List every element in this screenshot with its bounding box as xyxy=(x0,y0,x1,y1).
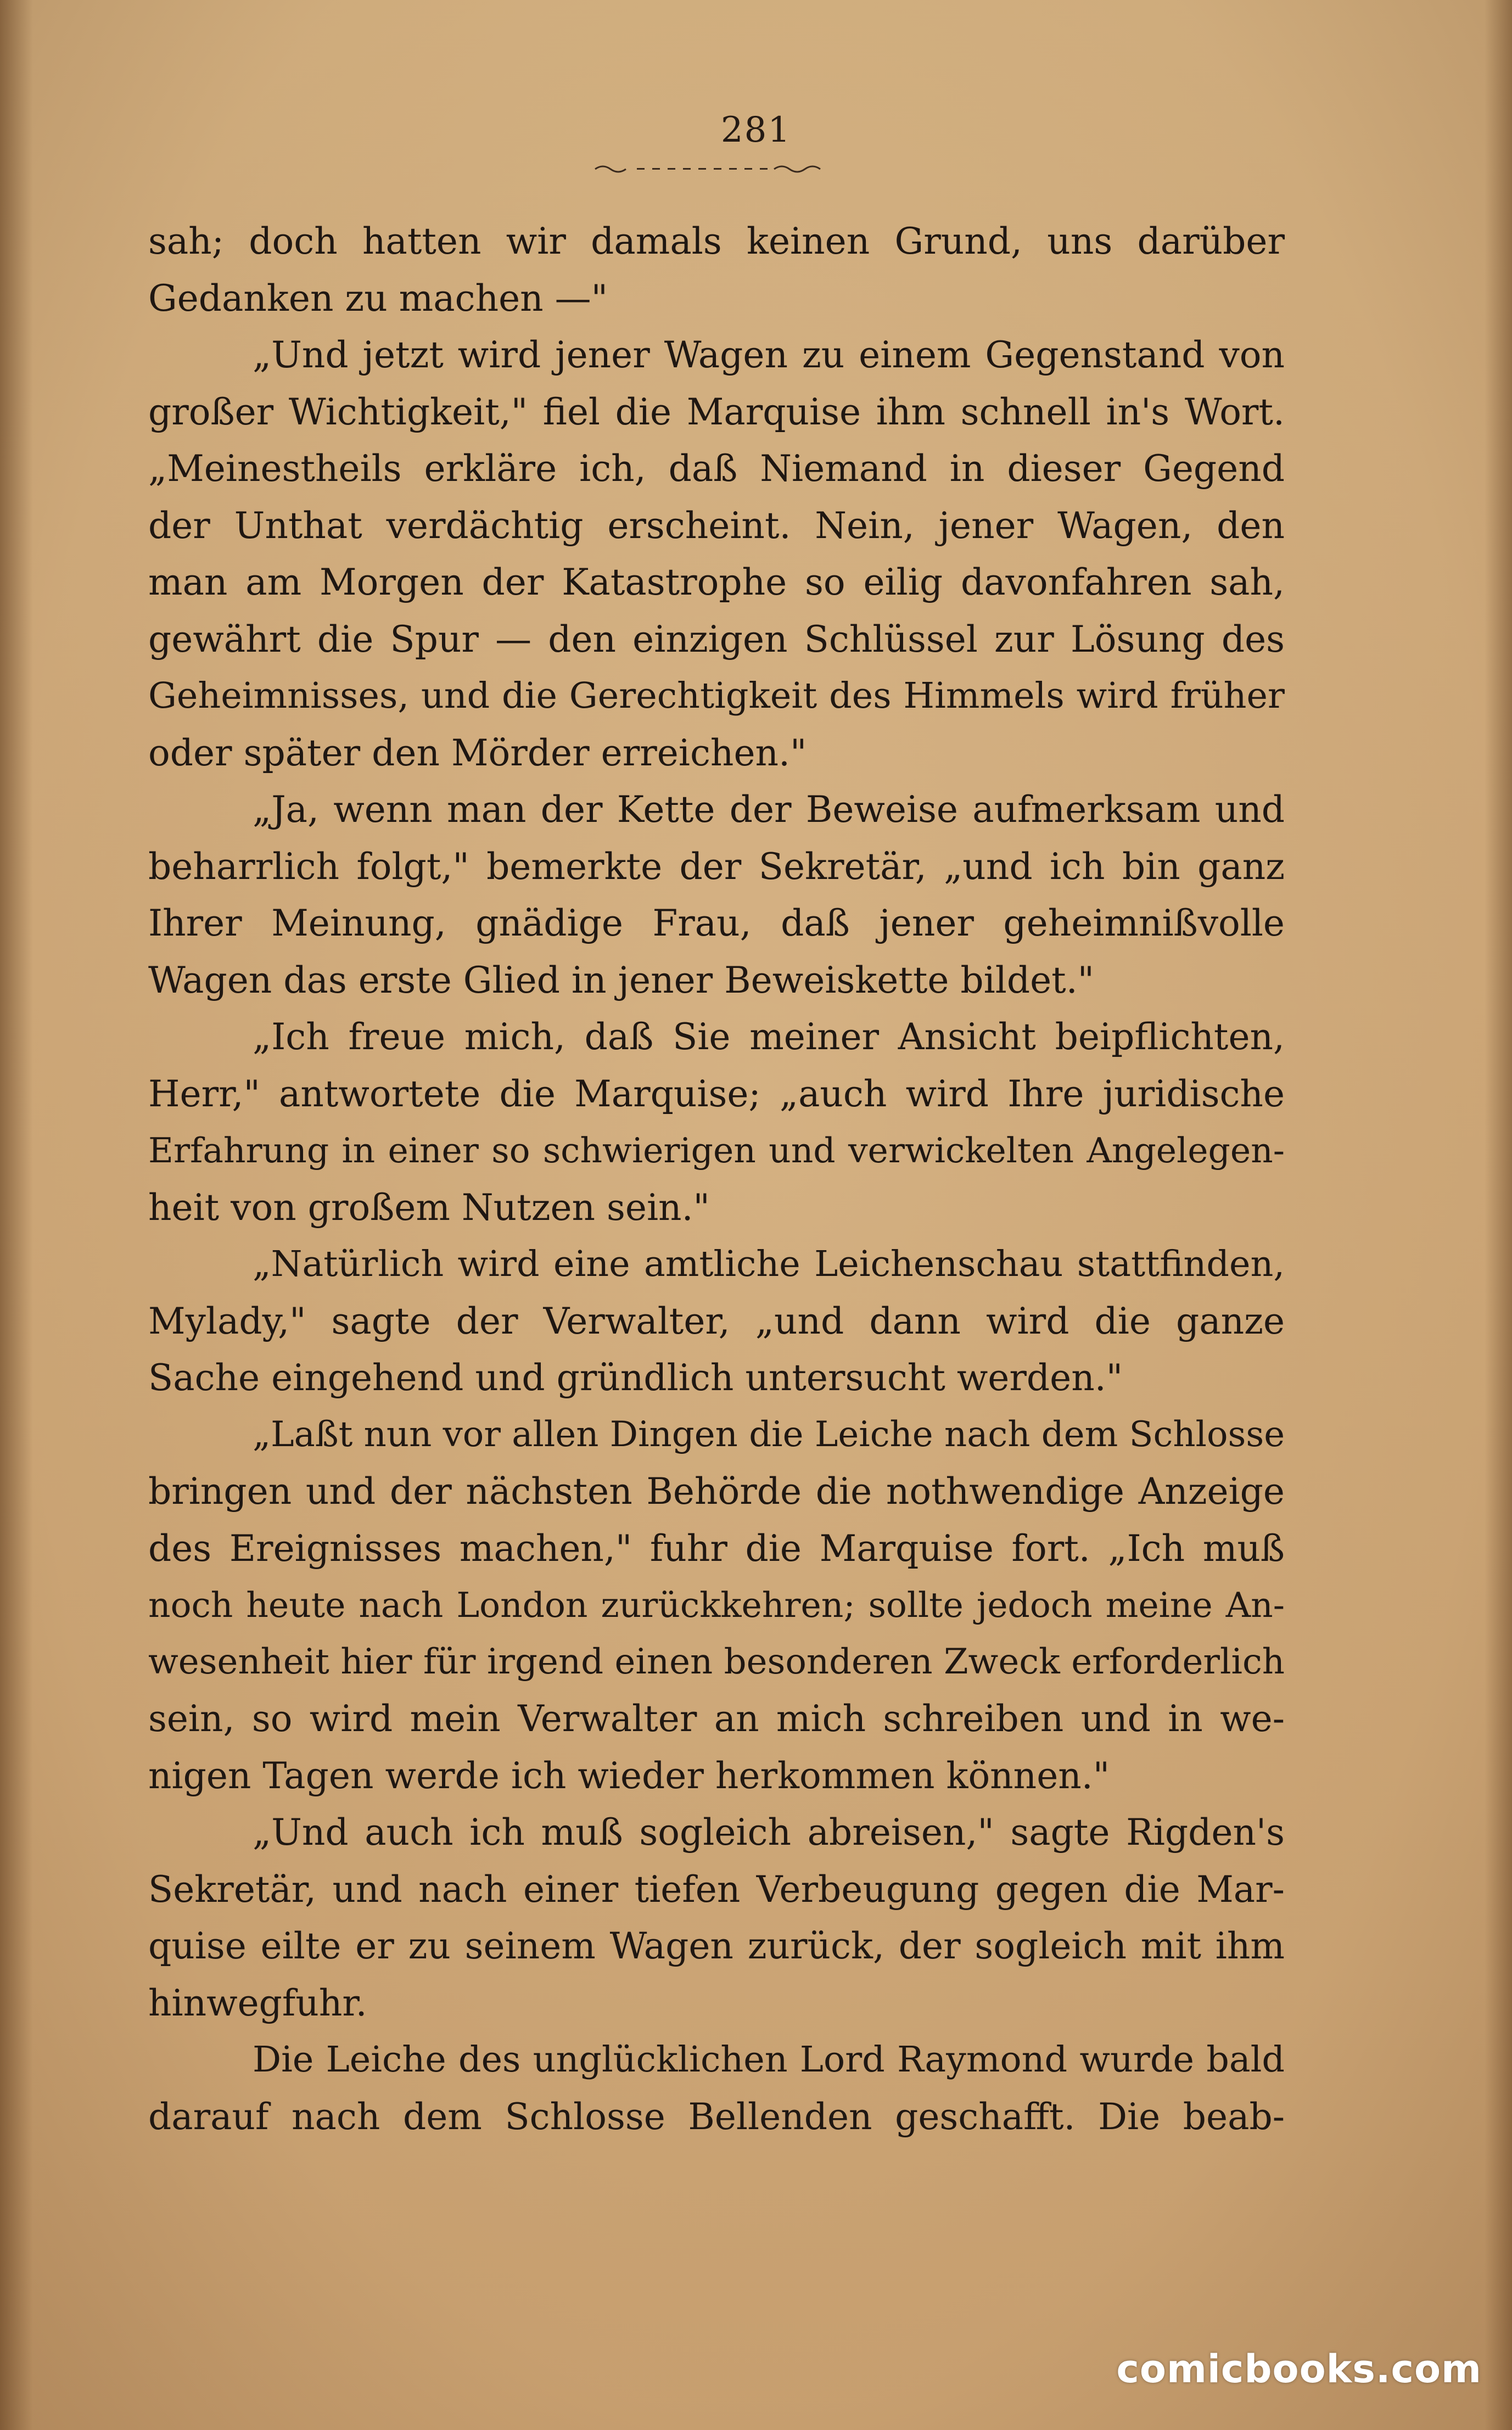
text-line: wesenheit hier für irgend einen besonderen Zweck erforderlich xyxy=(148,1641,1285,1682)
text-line: sah; doch hatten wir damals keinen Grund, uns darüber xyxy=(148,220,1285,262)
text-line: Ihrer Meinung, gnädige Frau, daß jener geheimnißvolle xyxy=(148,902,1285,944)
text-line: beharrlich folgt," bemerkte der Sekretär, „und ich bin ganz xyxy=(148,845,1285,888)
text-line: quise eilte er zu seinem Wagen zurück, der sogleich mit ihm xyxy=(148,1925,1285,1967)
page-edge-shadow-left xyxy=(0,0,33,2430)
text-line: heit von großem Nutzen sein." xyxy=(148,1186,710,1229)
text-line: Erfahrung in einer so schwierigen und verwickelten Angelegen- xyxy=(148,1130,1285,1171)
text-line: des Ereignisses machen," fuhr die Marquise fort. „Ich muß xyxy=(148,1527,1285,1570)
text-line: „Natürlich wird eine amtliche Leichenschau stattfinden, xyxy=(253,1244,1285,1285)
text-line: „Meinestheils erkläre ich, daß Niemand in dieser Gegend xyxy=(148,447,1285,490)
header-ornament xyxy=(593,160,824,173)
text-line: Sache eingehend und gründlich untersucht werden." xyxy=(148,1357,1123,1399)
text-line: Die Leiche des unglücklichen Lord Raymond wurde bald xyxy=(253,2039,1285,2080)
text-line: „Und auch ich muß sogleich abreisen," sagte Rigden's xyxy=(253,1811,1285,1854)
page-edge-shadow-right xyxy=(1485,0,1512,2430)
text-line: „Ja, wenn man der Kette der Beweise aufmerksam und xyxy=(253,788,1285,831)
watermark: comicbooks.com xyxy=(1116,2347,1482,2392)
text-line: Herr," antwortete die Marquise; „auch wird Ihre juridische xyxy=(148,1072,1285,1115)
text-line: Mylady," sagte der Verwalter, „und dann wird die ganze xyxy=(148,1300,1285,1342)
text-line: der Unthat verdächtig erscheint. Nein, jener Wagen, den xyxy=(148,504,1285,547)
text-line: Gedanken zu machen —" xyxy=(148,277,608,320)
text-line: gewährt die Spur — den einzigen Schlüssel zur Lösung des xyxy=(148,618,1285,660)
text-line: oder später den Mörder erreichen." xyxy=(148,731,807,774)
text-line: Wagen das erste Glied in jener Beweiskette bildet." xyxy=(148,959,1095,1001)
body-text xyxy=(148,213,1285,2145)
page-number: 281 xyxy=(720,110,792,150)
text-line: großer Wichtigkeit," fiel die Marquise ihm schnell in's Wort. xyxy=(148,390,1285,433)
text-line: hinwegfuhr. xyxy=(148,1981,367,2024)
text-line: sein, so wird mein Verwalter an mich schreiben und in we- xyxy=(148,1698,1285,1740)
text-line: Sekretär, und nach einer tiefen Verbeugung gegen die Mar- xyxy=(148,1868,1285,1911)
text-line: darauf nach dem Schlosse Bellenden geschafft. Die beab- xyxy=(148,2095,1285,2138)
text-line: „Und jetzt wird jener Wagen zu einem Gegenstand von xyxy=(253,334,1285,376)
text-line: man am Morgen der Katastrophe so eilig davonfahren sah, xyxy=(148,561,1285,603)
text-line: noch heute nach London zurückkehren; sollte jedoch meine An- xyxy=(148,1585,1285,1625)
text-line: bringen und der nächsten Behörde die nothwendige Anzeige xyxy=(148,1470,1285,1513)
text-line: „Laßt nun vor allen Dingen die Leiche nach dem Schlosse xyxy=(253,1414,1285,1455)
text-line: nigen Tagen werde ich wieder herkommen können." xyxy=(148,1754,1110,1797)
text-line: „Ich freue mich, daß Sie meiner Ansicht beipflichten, xyxy=(253,1016,1285,1058)
text-line: Geheimnisses, und die Gerechtigkeit des Himmels wird früher xyxy=(148,675,1285,716)
